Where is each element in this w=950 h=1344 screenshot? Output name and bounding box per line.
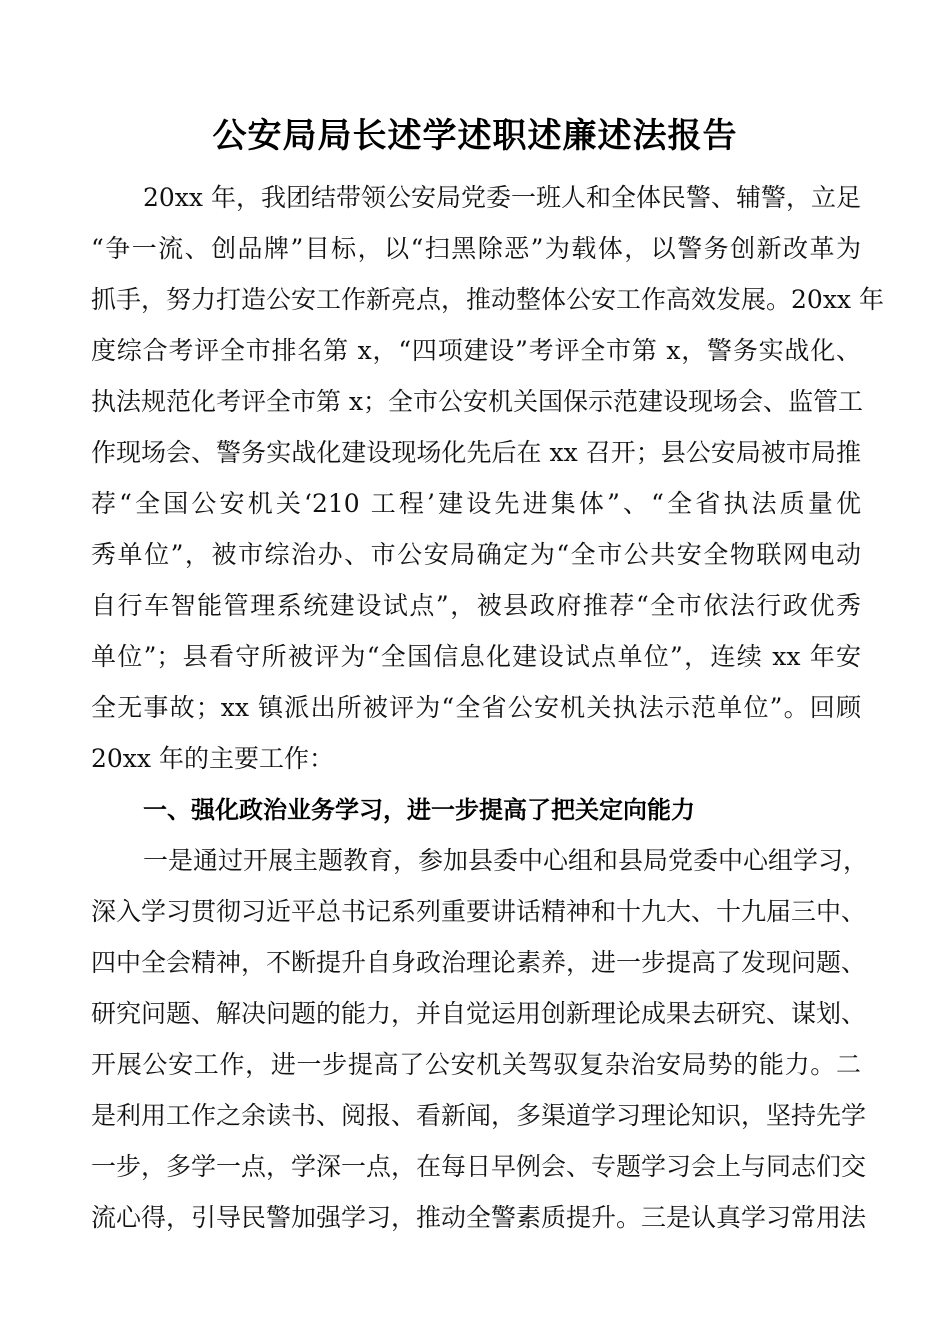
- paragraph-line: 流心得，引导民警加强学习，推动全警素质提升。三是认真学习常用法: [91, 1203, 867, 1232]
- paragraph-line: 是利用工作之余读书、阅报、看新闻，多渠道学习理论知识，坚持先学: [91, 1101, 867, 1130]
- paragraph-line: 荐“全国公安机关‘210 工程’建设先进集体”、“全省执法质量优: [91, 489, 861, 518]
- paragraph-line: 自行车智能管理系统建设试点”，被县政府推荐“全市依法行政优秀: [91, 591, 861, 620]
- document-title: 公安局局长述学述职述廉述法报告: [212, 116, 738, 156]
- paragraph-line: 深入学习贯彻习近平总书记系列重要讲话精神和十九大、十九届三中、: [91, 897, 867, 926]
- paragraph-line: 一是通过开展主题教育，参加县委中心组和县局党委中心组学习，: [143, 846, 869, 875]
- paragraph-line: 20xx 年，我团结带领公安局党委一班人和全体民警、辅警，立足: [143, 183, 861, 212]
- paragraph-line: 20xx 年的主要工作：: [91, 744, 334, 773]
- paragraph-line: 度综合考评全市排名第 x，“四项建设”考评全市第 x，警务实战化、: [91, 336, 861, 365]
- paragraph-line: 单位”；县看守所被评为“全国信息化建设试点单位”，连续 xx 年安: [91, 642, 861, 671]
- paragraph-line: 秀单位”，被市综治办、市公安局确定为“全市公共安全物联网电动: [91, 540, 861, 569]
- paragraph-line: 全无事故；xx 镇派出所被评为“全省公安机关执法示范单位”。回顾: [91, 693, 861, 722]
- paragraph-line: 开展公安工作，进一步提高了公安机关驾驭复杂治安局势的能力。二: [91, 1050, 861, 1079]
- paragraph-line: 抓手，努力打造公安工作新亮点，推动整体公安工作高效发展。20xx 年: [91, 285, 884, 314]
- paragraph-line: 作现场会、警务实战化建设现场化先后在 xx 召开；县公安局被市局推: [91, 438, 861, 467]
- paragraph-line: 一步，多学一点，学深一点，在每日早例会、专题学习会上与同志们交: [91, 1152, 867, 1181]
- paragraph-line: 执法规范化考评全市第 x；全市公安机关国保示范建设现场会、监管工: [91, 387, 864, 416]
- paragraph-line: 四中全会精神，不断提升自身政治理论素养，进一步提高了发现问题、: [91, 948, 867, 977]
- paragraph-line: 研究问题、解决问题的能力，并自觉运用创新理论成果去研究、谋划、: [91, 999, 867, 1028]
- section-heading: 一、强化政治业务学习，进一步提高了把关定向能力: [143, 796, 695, 824]
- paragraph-line: “争一流、创品牌”目标，以“扫黑除恶”为载体，以警务创新改革为: [91, 234, 861, 263]
